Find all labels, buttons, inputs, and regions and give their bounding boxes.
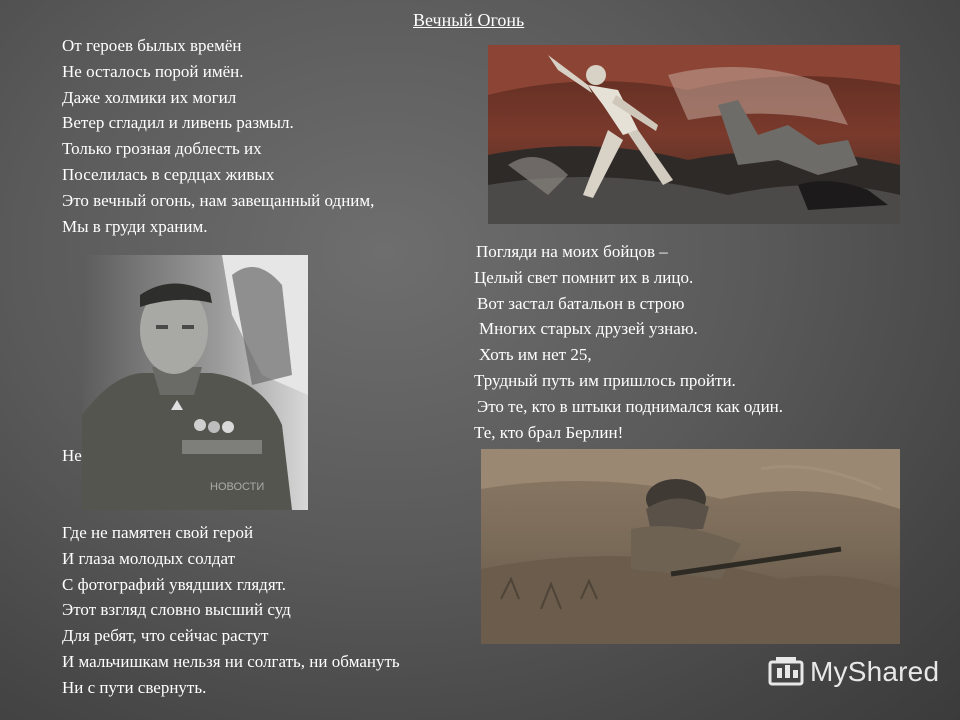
poem-line: Хоть им нет 25, <box>479 345 592 365</box>
myshared-logo-icon <box>768 656 804 688</box>
poem-line: Многих старых друзей узнаю. <box>479 319 698 339</box>
poem-stanza-3 <box>62 520 400 701</box>
poem-line: Вот застал батальон в строю <box>477 293 685 313</box>
poem-line: Где не памятен свой герой <box>62 523 254 542</box>
trench-soldier-photo <box>481 449 900 644</box>
myshared-logo <box>768 656 939 688</box>
poem-line: Мы в груди храним. <box>62 216 208 236</box>
poem-line: Ни с пути свернуть. <box>62 677 207 697</box>
poem-stanza-1 <box>62 33 374 239</box>
poem-line: Целый свет помнит их в лицо. <box>474 267 694 287</box>
poem-line: Поселилась в сердцах живых <box>62 164 275 184</box>
poem-line: Этот взгляд словно высший суд <box>62 600 291 620</box>
poem-line: Даже холмики их могил <box>62 87 237 107</box>
poem-line: Ветер сгладил и ливень размыл. <box>62 113 294 133</box>
poem-line: Те, кто брал Берлин! <box>474 422 624 442</box>
poem-line-partial: Не <box>62 446 82 465</box>
poem-line: Это те, кто в штыки поднимался как один. <box>477 396 784 416</box>
soldier-portrait-photo <box>82 255 308 510</box>
poem-line: Это вечный огонь, нам завещанный одним, <box>62 190 375 210</box>
poem-line: С фотографий увядших глядят. <box>62 574 287 594</box>
poem-stanza-2 <box>474 239 783 445</box>
photo-watermark: НОВОСТИ <box>210 481 265 493</box>
poem-line: Трудный путь им пришлось пройти. <box>474 370 736 390</box>
poem-line: Для ребят, что сейчас растут <box>62 626 269 646</box>
page-title: Вечный Огонь <box>413 10 525 30</box>
poem-line: И глаза молодых солдат <box>62 548 236 568</box>
poem-line: Не осталось порой имён. <box>62 61 244 81</box>
poem-line: Погляди на моих бойцов – <box>476 242 668 261</box>
myshared-logo-text: MyShared <box>810 656 940 687</box>
poem-line: От героев былых времён <box>62 36 242 55</box>
poem-line: Только грозная доблесть их <box>62 139 262 159</box>
battle-painting-image <box>488 45 900 224</box>
poem-line: И мальчишкам нельзя ни солгать, ни обмануть <box>62 651 400 671</box>
